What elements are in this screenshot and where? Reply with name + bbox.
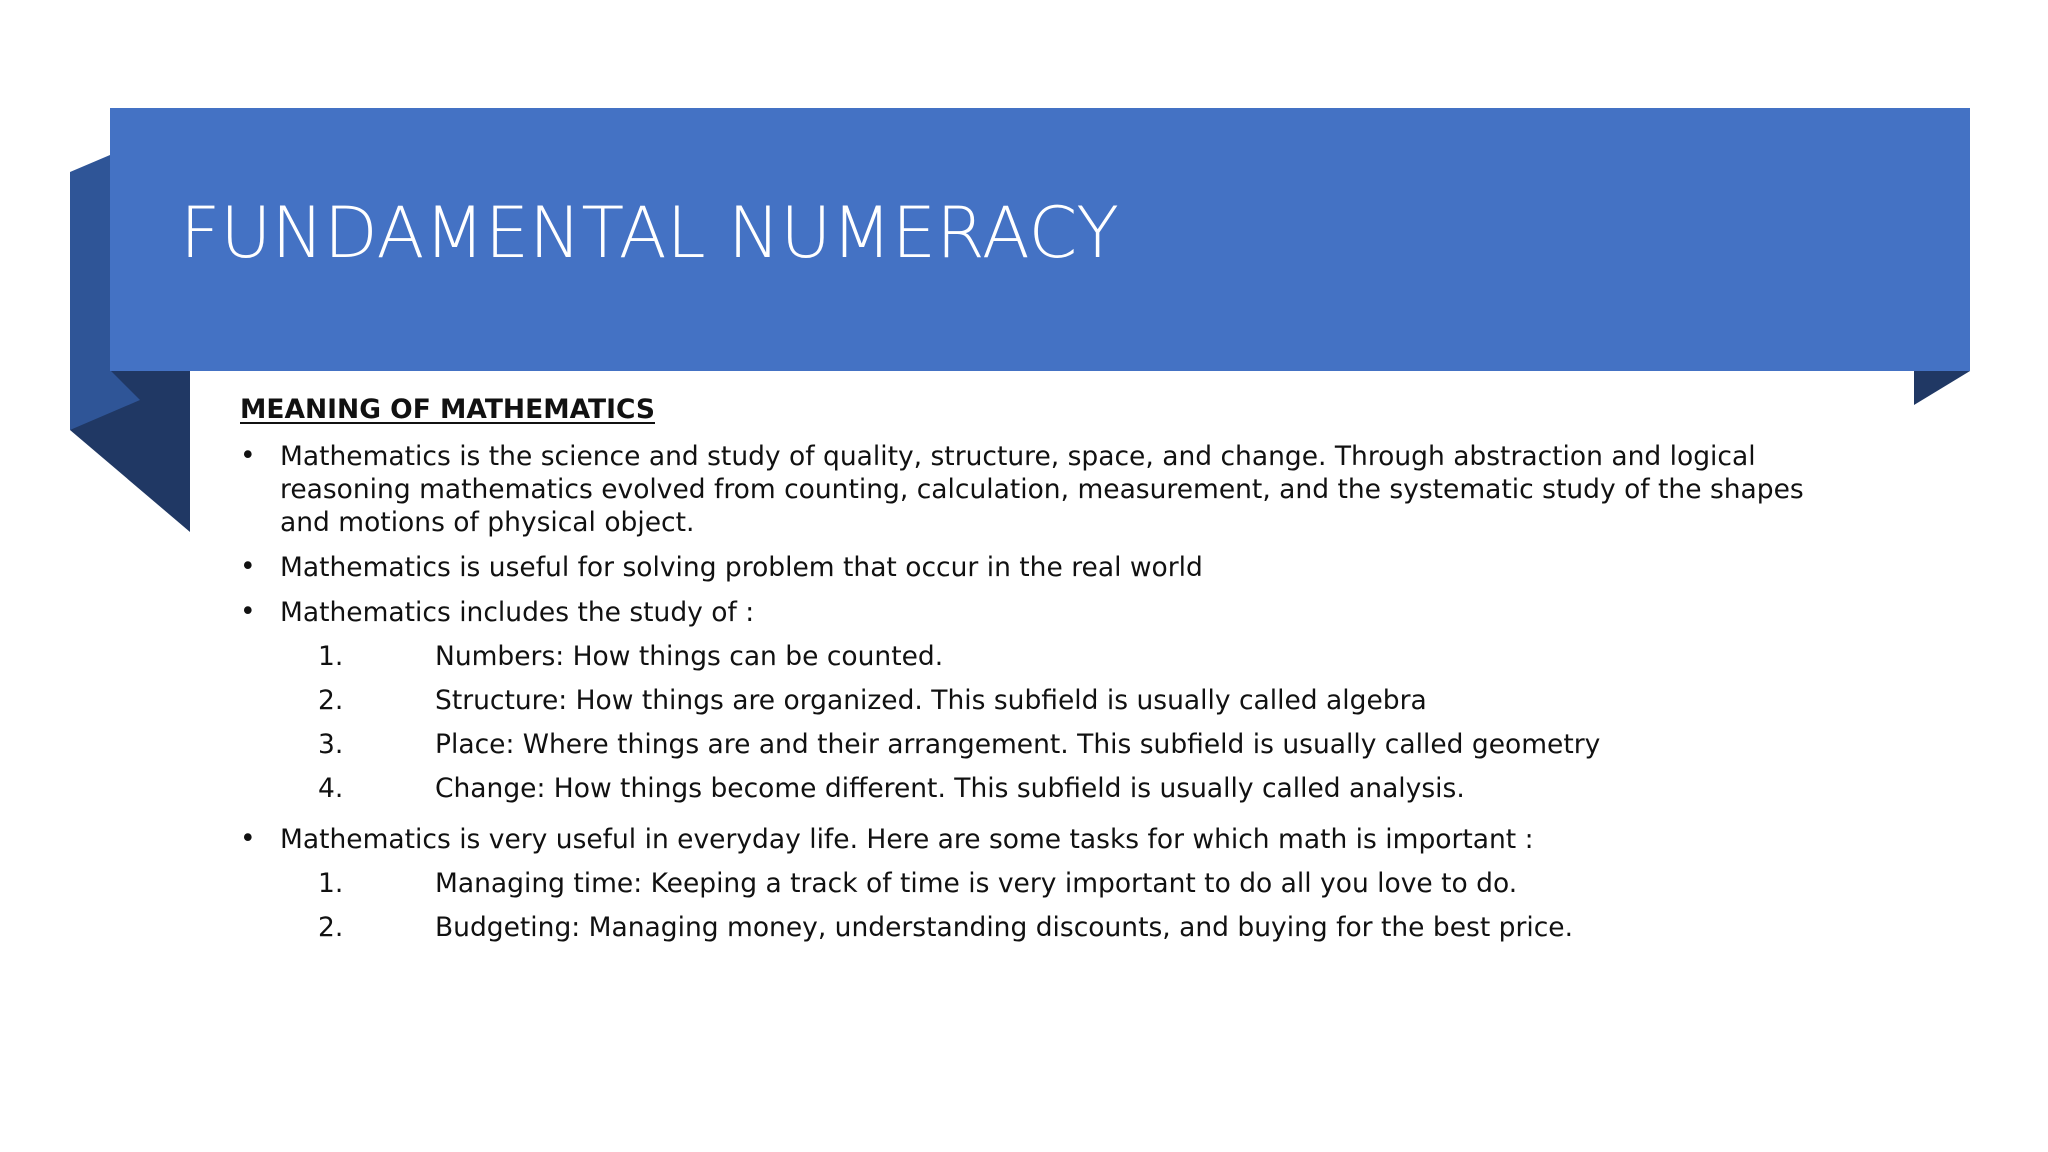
item-text: Place: Where things are and their arrangement. This subfield is usually called geometry bbox=[435, 729, 1601, 760]
item-number: 2. bbox=[318, 685, 344, 716]
numbered-item bbox=[280, 767, 1860, 811]
right-ribbon-fold bbox=[1914, 371, 1970, 405]
item-text: Managing time: Keeping a track of time is very important to do all you love to do. bbox=[435, 868, 1518, 899]
item-number: 3. bbox=[318, 729, 344, 760]
item-text: Change: How things become different. This subfield is usually called analysis. bbox=[435, 773, 1465, 804]
bullet-item bbox=[240, 823, 1860, 950]
numbered-list bbox=[280, 635, 1860, 811]
numbered-item bbox=[280, 906, 1860, 950]
bullet-item bbox=[240, 551, 1860, 584]
item-number: 2. bbox=[318, 912, 344, 943]
item-number: 1. bbox=[318, 868, 344, 899]
slide-title: FUNDAMENTAL NUMERACY bbox=[180, 192, 1119, 274]
item-number: 4. bbox=[318, 773, 344, 804]
bullet-list bbox=[240, 440, 1860, 950]
bullet-text: Mathematics is very useful in everyday life. Here are some tasks for which math is important : bbox=[280, 824, 1534, 855]
numbered-item bbox=[280, 723, 1860, 767]
item-text: Structure: How things are organized. This subfield is usually called algebra bbox=[435, 685, 1427, 716]
numbered-item bbox=[280, 679, 1860, 723]
numbered-item bbox=[280, 635, 1860, 679]
bullet-dot-icon: • bbox=[240, 823, 256, 854]
item-text: Numbers: How things can be counted. bbox=[435, 641, 944, 672]
bullet-item bbox=[240, 440, 1860, 539]
item-text: Budgeting: Managing money, understanding discounts, and buying for the best price. bbox=[435, 912, 1574, 943]
bullet-dot-icon: • bbox=[240, 551, 256, 582]
bullet-dot-icon: • bbox=[240, 440, 256, 471]
numbered-list bbox=[280, 862, 1860, 950]
bullet-text: Mathematics is the science and study of quality, structure, space, and change. Through abstraction and logical reasoning mathematics evolved from counting, calculation, measurement, and the systematic study of the shapes and motions of physical object. bbox=[280, 441, 1804, 538]
section-heading: MEANING OF MATHEMATICS bbox=[240, 394, 655, 425]
numbered-item bbox=[280, 862, 1860, 906]
slide-content bbox=[240, 390, 1860, 962]
bullet-item bbox=[240, 596, 1860, 811]
item-number: 1. bbox=[318, 641, 344, 672]
bullet-text: Mathematics is useful for solving problem that occur in the real world bbox=[280, 552, 1203, 583]
bullet-text: Mathematics includes the study of : bbox=[280, 597, 755, 628]
bullet-dot-icon: • bbox=[240, 596, 256, 627]
